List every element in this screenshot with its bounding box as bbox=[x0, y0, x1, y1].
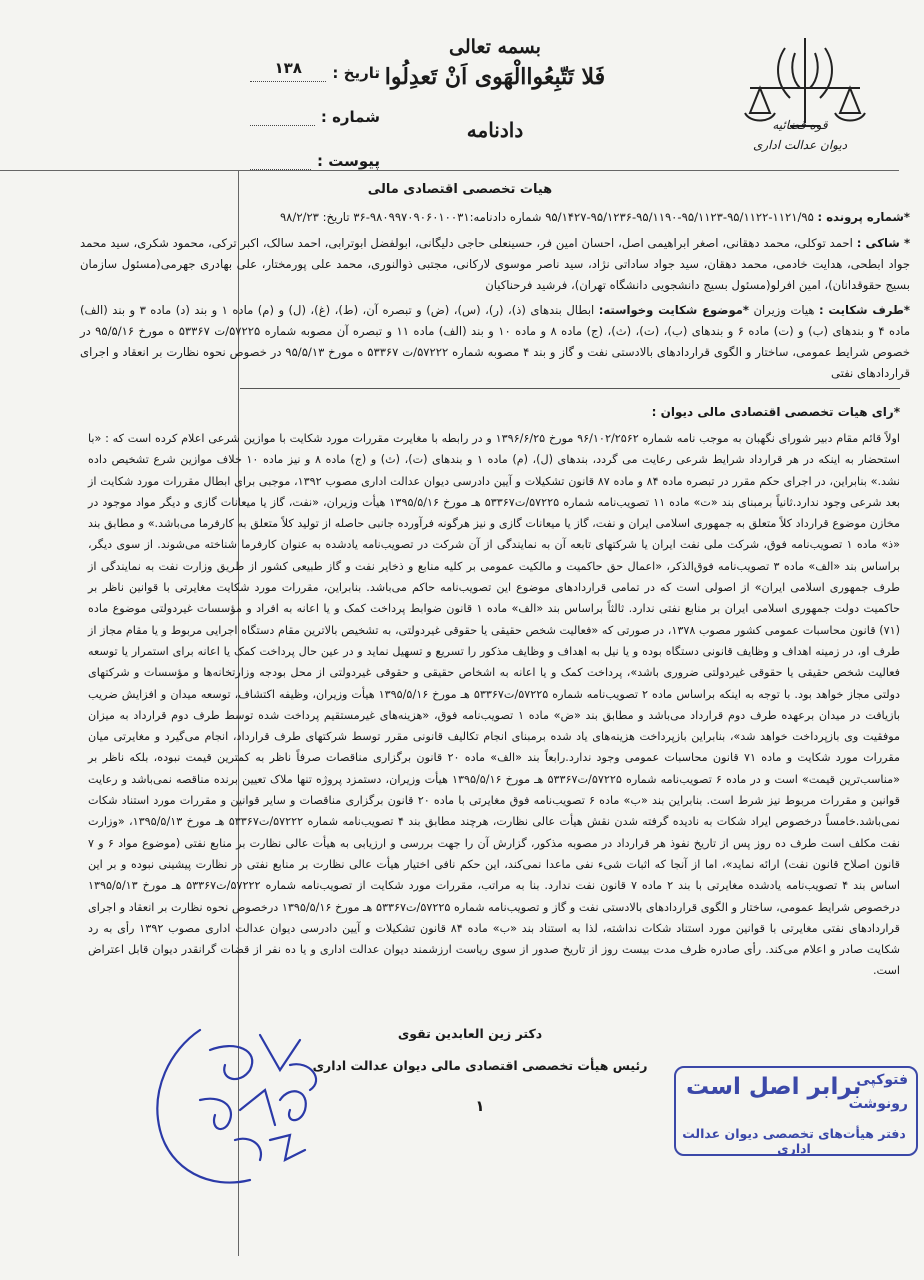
date-label: تاریخ : bbox=[332, 64, 380, 82]
board-title: هیات تخصصی اقتصادی مالی bbox=[367, 182, 553, 197]
stamp-true-copy: برابر اصل است bbox=[686, 1074, 862, 1100]
opinion-body: اولاً قائم مقام دبیر شورای نگهبان به موجب نامه شماره ۹۶/۱۰۲/۲۵۶۲ مورخ ۱۳۹۶/۶/۲۵ و در رابطه با مغایرت مقررات مورد شکایت با موازین شرعی اعلام کرده است که : «با استحضار به اینکه در هر قرارداد شرایط شرعی رعایت می گردد، بندهای (ل)، (م) ماده ۱ و بندهای (ت)، (ث) و (ج) ماده ۸ و نیز ماده ۱۰ خلاف موازین شرع تشخیص داده نشد.» بنابراین، در اجرای حکم مقرر در تبصره ماده ۸۴ و ماده ۸۷ قانون تشکیلات و آیین دادرسی دیوان عدالت اداری مصوب ۱۳۹۲، موجبی برای ابطال مقررات مورد شکایت از بعد شرعی وجود ندارد.ثانیاً برمبنای بند «ت» ماده ۱۱ تصویب‌نامه شماره ۵۷۲۲۵/ت۵۳۳۶۷ هـ مورخ ۱۳۹۵/۵/۱۶ هیأت وزیران، «نفت، گاز یا میعانات گازی و دیگر مواد موجود در مخازن موضوع قرارداد کلاً متعلق به جمهوری اسلامی ایران و نفت، گاز یا میعانات گازی و نیز هرگونه فرآورده جانبی حاصله از تولید کلاً متعلق به کارفرما می‌باشد.» و مطابق بند «ذ» ماده ۱ تصویب‌نامه فوق، شرکت ملی نفت ایران یا شرکتهای تابعه آن به نمایندگی از آن شرکت در تصویب‌نامه یادشده به عنوان کارفرما شناخته می‌شوند. از سوی دیگر، براساس بند «الف» ماده ۳ تصویب‌نامه فوق‌الذکر، «اعمال حق حاکمیت و مالکیت عمومی بر کلیه منابع و ذخایر نفت و گاز طبیعی کشور از طریق وزارت نفت به نمایندگی از طرف جمهوری اسلامی ایران» از اصولی است که در تمامی قراردادهای موضوع این تصویب‌نامه حاکم می‌باشد. بنابراین، مقررات مورد شکایت مغایرتی با قوانین ناظر بر حاکمیت دولت جمهوری اسلامی ایران بر منابع نفتی ندارد. ثالثاً براساس بند «الف» ماده ۱ قانون ضوابط پرداخت کمک و یا اعانه به افراد و مؤسسات غیردولتی موضوع ماده (۷۱) قانون محاسبات عمومی کشور مصوب ۱۳۷۸، در صورتی که «فعالیت شخص حقیقی یا حقوقی غیردولتی، به تشخیص بالاترین مقام دستگاه اجرایی مربوط و یا مقام مجاز از طرف او، در زمینه اهداف و وظایف قانونی دستگاه بوده و یا نیل به اهداف و وظایف مذکور را تسریع و تسهیل نماید و در عین حال پرداخت کمک یا اعانه برای استمرار یا توسعه فعالیت شخص حقیقی یا حقوقی غیردولتی ضروری باشد»، پرداخت کمک و یا اعانه به اشخاص حقیقی و حقوقی غیردولتی از محل بودجه وزارتخانه‌ها و مؤسسات و شرکتهای دولتی مجاز خواهد بود. با توجه به اینکه براساس ماده ۲ تصویب‌نامه شماره ۵۷۲۲۵/ت۵۳۳۶۷ هـ مورخ ۱۳۹۵/۵/۱۶ هیأت وزیران، وظیفه اکتشاف، توسعه میدان و افزایش ضریب بازیافت در میدان برعهده طرف دوم قرارداد می‌باشد و مطابق بند «ض» ماده ۱ تصویب‌نامه فوق، «هزینه‌های غیرمستقیم پرداخت شده توسط طرف دوم قرارداد به میزان موفقیت وی بازپرداخت خواهد شد»، بنابراین بازپرداخت هزینه‌های یاد شده برمبنای انجام تکالیف قانونی مقرر توسط شرکتهای طرف قرارداد، انجام می‌گیرد و مغایرتی میان مقررات مورد شکایت و ماده ۷۱ قانون محاسبات عمومی وجود ندارد.رابعاً بند «الف» ماده ۲۰ قانون برگزاری مناقصات صرفاً ناظر به کمترین قیمت نبوده، بلکه ناظر بر «مناسب‌ترین قیمت» است و در ماده ۶ تصویب‌نامه شماره ۵۷۲۲۵/ت۵۳۳۶۷ هـ مورخ ۱۳۹۵/۵/۱۶ هیأت وزیران، دستمزد پروژه تنها ملاک تعیین برنده مناقصه نمی‌باشد و رعایت قوانین و مقررات مربوط نیز شرط است. بنابراین بند «ب» ماده ۶ تصویب‌نامه فوق مغایرتی با ماده ۲۰ قانون برگزاری مناقصات و سایر قوانین و مقررات مورد استناد شکات نمی‌باشد.خامساً درخصوص ایراد شکات به نادیده گرفته شدن نقش هیأت عالی نظارت، هرچند مطابق بند ۴ تصویب‌نامه شماره ۵۷۲۲۲/ت۵۳۳۶۷ هـ مورخ ۱۳۹۵/۵/۱۳، «وزارت نفت مکلف است طرف ده روز پس از تاریخ نفوذ هر قرارداد در مصوبه مذکور، گزارش آن را جهت بررسی و ارزیابی به هیأت عالی نظارت بر منابع نفتی (موضوع مواد ۶ و ۷ قانون اصلاح قانون نفت) ارائه نماید»، اما از آنجا که اثبات شیء نفی ماعدا نمی‌کند، این حکم نافی اختیار هیأت عالی نظارت بر منابع نفتی در نظارت پیشینی نبوده و بر این اساس بند ۴ تصویب‌نامه یادشده مغایرتی با بند ۲ ماده ۷ قانون نفت ندارد. بنا به مراتب، مقررات مورد شکایت از تصویب‌نامه شماره ۵۷۲۲۲/ت۵۳۳۶۷ هـ مورخ ۱۳۹۵/۵/۱۳ درخصوص شرایط عمومی، ساختار و الگوی قراردادهای بالادستی نفت و گاز و تصویب‌نامه شماره ۵۷۲۲۵/ت۵۳۳۶۷ هـ مورخ ۱۳۹۵/۵/۱۶ درخصوص نحوه نظارت بر انعقاد و اجرای قراردادهای نفتی مغایرتی با قوانین مورد استناد شکات نداشته، لذا به استناد بند «ب» ماده ۸۴ قانون تشکیلات و آیین دادرسی دیوان عدالت اداری مصوب ۱۳۹۲ رأی به رد شکایت صادر و اعلام می‌کند. رأی صادره ظرف مدت بیست روز از تاریخ صدور از سوی ریاست ارزشمند دیوان عدالت اداری و یا ده نفر از قضات گرانقدر دیوان قابل اعتراض است. bbox=[88, 432, 901, 978]
page-number: ۱ bbox=[475, 1097, 485, 1115]
section-divider bbox=[240, 388, 900, 389]
case-label: *شماره پرونده : bbox=[817, 210, 910, 224]
certified-copy-stamp bbox=[674, 1066, 918, 1156]
party-label: *طرف شکایت : bbox=[818, 303, 910, 317]
signatory-name: دکتر زین العابدین تقوی bbox=[397, 1026, 543, 1041]
number-value bbox=[250, 103, 315, 126]
stamp-photocopy: فتوکپی bbox=[856, 1072, 908, 1088]
case-number-line bbox=[80, 207, 910, 228]
verse: فَلا تَتّبِعُواالْهَوی اَنْ تَعدِلُوا bbox=[384, 64, 606, 90]
attachment-label: پیوست : bbox=[316, 152, 380, 170]
emblem-caption-court: دیوان عدالت اداری bbox=[752, 138, 848, 152]
party-text: هیات وزیران bbox=[753, 303, 815, 317]
complainant-section bbox=[80, 233, 910, 296]
opinion-title: *رای هیات تخصصی اقتصادی مالی دیوان : bbox=[651, 405, 900, 419]
emblem-caption-judiciary: قوه قضائیه bbox=[772, 118, 828, 132]
document-type-title: دادنامه bbox=[466, 118, 524, 142]
basmala: بسمه تعالی bbox=[449, 36, 541, 58]
header-fields bbox=[250, 38, 380, 170]
stamp-office: دفتر هیأت‌های تخصصی دیوان عدالت اداری bbox=[682, 1126, 906, 1156]
complainant-label: * شاکی : bbox=[856, 236, 911, 250]
subject-text: ابطال بندهای (ذ)، (ر)، (س)، (ض) و تبصره آن، (ط)، (غ)، (ل) و (م) ماده ۱ و بند (د) ماده ۳ و بند (الف) ماده ۴ و بندهای (ب) و (ت) ماده ۶ و بندهای (ب)، (ت)، (ث)، (ج) ماده ۸ و ماده ۱۰ و بند (الف) ماده ۱۱ و تبصره آن مصوبه شماره ۵۷۲۲۵/ت ۵۳۳۶۷ ه مورخ ۹۵/۵/۱۶ در خصوص شرایط عمومی، ساختار و الگوی قراردادهای بالادستی نفت و گاز و بند ۴ مصوبه شماره ۵۷۲۲۲/ت ۵۳۳۶۷ ه مورخ ۹۵/۵/۱۳ در خصوص نحوه نظارت بر انعقاد و اجرای قراردادهای نفتی bbox=[80, 303, 911, 380]
signatory-title: رئیس هیأت تخصصی اقتصادی مالی دیوان عدالت اداری bbox=[312, 1058, 648, 1073]
number-label: شماره : bbox=[320, 108, 380, 126]
attachment-value bbox=[250, 147, 311, 170]
subject-label: *موضوع شکایت وخواسته: bbox=[598, 303, 749, 317]
complainant-text: احمد توکلی، محمد دهقانی، اصغر ابراهیمی اصل، احسان امین فر، حسینعلی حاجی دلیگانی، ابولفضل ابوترابی، احمد سالک، اکبر ترکی، محمود شکری، سید محمد جواد ابطحی، هدایت خادمی، محمد دهقان، سید جواد ساداتی نژاد، سید ناصر موسوی لارکانی، مجتبی ذوالنوری، محمد علی پورمختار، علی بهادری جهرمی(مسئول سازمان بسیج حقوقدانان)، امین افرلو(مسئول بسیج دانشجویی دانشگاه تهران)، فرشید فرحناکیان bbox=[80, 236, 910, 292]
date-value: ۱۳۸ bbox=[250, 59, 326, 82]
stamp-transcript: رونوشت bbox=[848, 1096, 908, 1112]
case-text: ۱۱۲۱/۹۵-۹۵/۱۱۲۲-۹۵/۱۱۲۳-۹۵/۱۱۹۰-۹۵/۱۲۳۶-۹۵/۱۴۲۷ شماره دادنامه:۹۸۰۹۹۷۰۹۰۶۰۱۰۰۳۱-۳۶ تاریخ: ۹۸/۲/۲۳ bbox=[279, 210, 814, 224]
party-section bbox=[80, 300, 910, 384]
attachment-field bbox=[250, 126, 380, 170]
handwritten-signature-icon bbox=[140, 1010, 340, 1200]
